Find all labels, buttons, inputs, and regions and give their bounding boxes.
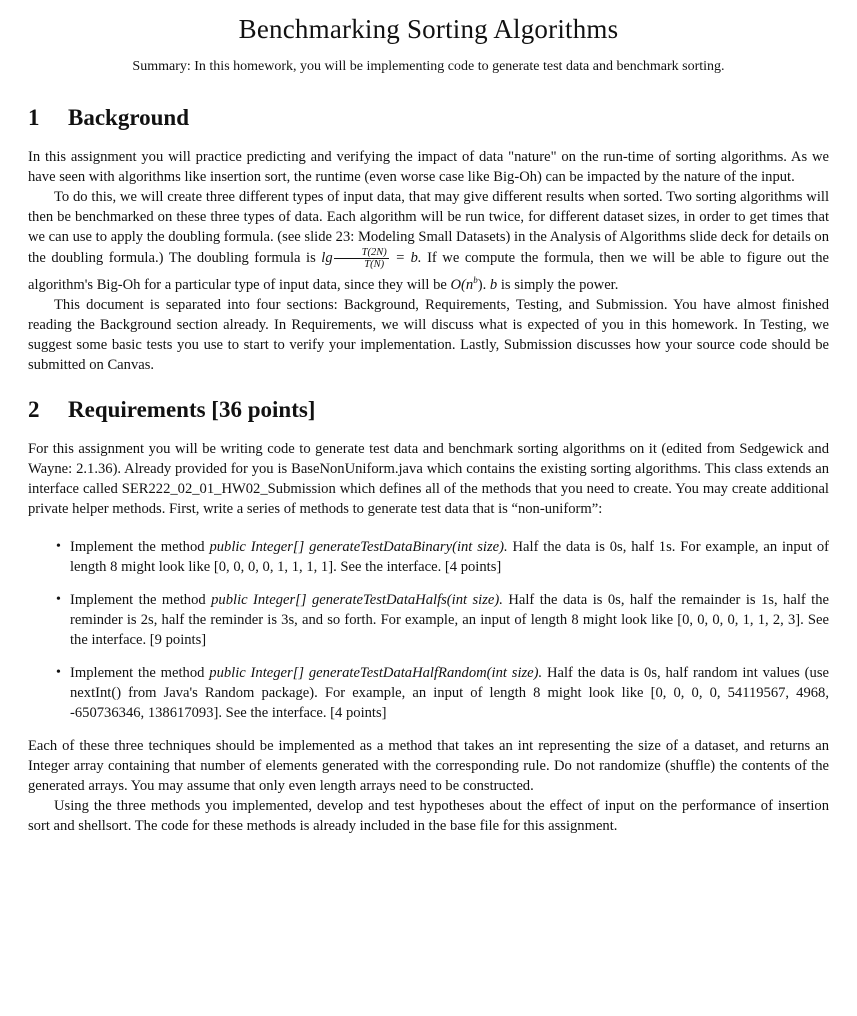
big-oh-exponent: b (473, 275, 478, 285)
list-item (56, 663, 829, 723)
background-paragraph-1: In this assignment you will practice predicting and verifying the impact of data "nature" on the run-time of sorting algorithms. As we have seen with algorithms like insertion sort, the runtime (even worse case like Big-Oh) can be impacted by the nature of the input. (28, 149, 829, 185)
method-signature: public Integer[] generateTestDataHalfs(int size). (211, 591, 503, 608)
list-item-intro: Implement the method (70, 591, 206, 608)
bullet-icon: • (56, 538, 61, 554)
doubling-formula-fraction (334, 247, 389, 270)
section-2-number: 2 (28, 396, 40, 422)
bullet-icon: • (56, 591, 61, 607)
section-2-heading (28, 397, 829, 423)
big-oh-expression (451, 277, 487, 293)
background-p2-text-c: is simply the power. (500, 276, 619, 293)
document-summary: Summary: In this homework, you will be implementing code to generate test data and benchmark sorting. (132, 59, 725, 74)
formula-numerator: T(2N) (334, 247, 389, 259)
bullet-icon: • (56, 664, 61, 680)
formula-lg: lg (321, 249, 333, 266)
background-paragraph-3: This document is separated into four sections: Background, Requirements, Testing, and Submission. You have almost finished reading the Background section already. In Requirements, we will discuss what is expected of you in this homework. In Testing, we suggest some basic tests you use to start to verify your implementation. Lastly, Submission discusses how your source code should be submitted on Canvas. (28, 296, 829, 373)
background-paragraph-2 (28, 187, 829, 295)
big-oh-base: O(n (450, 276, 474, 293)
background-p2-text-a: To do this, we will create three different types of input data, that may give different results when sorted. Two sorting algorithms will then be benchmarked on these three types of data. Each algorithm will be run twice, for different dataset sizes, in order to get times that we can use to apply the doubling formula. (see slide 23: Modeling Small Datasets) in the Analysis of Algorithms slide deck for details on the doubling formula.) The doubling formula is (28, 189, 829, 266)
requirements-list (28, 537, 829, 723)
section-1-heading (28, 105, 829, 131)
document-title: Benchmarking Sorting Algorithms (238, 14, 619, 44)
section-1-number: 1 (28, 105, 40, 130)
power-variable: b (489, 276, 498, 293)
big-oh-close: ). (477, 276, 487, 293)
formula-equals-b: = b. (395, 249, 422, 266)
formula-denominator: T(N) (364, 259, 385, 270)
requirements-paragraph-1: For this assignment you will be writing code to generate test data and benchmark sorting algorithms on it (edited from Sedgewick and Wayne: 2.1.36). Already provided for you is BaseNonUniform.java which contains the existing sorting algorithms. This class extends an interface called SER222_02_01_HW02_Submission which defines all of the methods that you need to create. You may create additional private helper methods. First, write a series of methods to generate test data that is “non-uniform”: (28, 440, 829, 517)
requirements-paragraph-2: Each of these three techniques should be implemented as a method that takes an int representing the size of a dataset, and returns an Integer array containing that number of elements generated with the corresponding rule. Do not randomize (shuffle) the contents of the generated arrays. You may assume that only even length arrays need to be constructed. (28, 737, 829, 794)
method-signature: public Integer[] generateTestDataHalfRandom(int size). (209, 664, 543, 681)
list-item-description: Half the data is 0s, half the remainder is 1s, half the reminder is 2s, half the reminder is 3s, and so forth. For example, an input of length 8 might look like [0, 0, 0, 0, 1, 1, 2, 3]. See the interface. [9 points] (70, 591, 830, 648)
section-2-title: Requirements [36 points] (68, 396, 316, 422)
list-item-intro: Implement the method (70, 664, 205, 681)
list-item-intro: Implement the method (70, 538, 205, 555)
background-p2-text-b: If we compute the formula, then we will be able to figure out the algorithm's Big-Oh for a particular type of input data, since they will be (28, 249, 829, 293)
list-item (56, 590, 830, 650)
requirements-paragraph-3: Using the three methods you implemented, develop and test hypotheses about the effect of input on the performance of insertion sort and shellsort. The code for these methods is already included in the base file for this assignment. (28, 797, 829, 834)
method-signature: public Integer[] generateTestDataBinary(int size). (209, 538, 508, 555)
list-item-description: Half the data is 0s, half 1s. For example, an input of length 8 might look like [0, 0, 0, 0, 1, 1, 1, 1]. See the interface. [4 points] (70, 538, 830, 575)
list-item (56, 537, 830, 577)
section-1-title: Background (68, 105, 190, 130)
list-item-description: Half the data is 0s, half random int values (use nextInt() from Java's Random package). For example, an input of length 8 might look like [0, 0, 0, 0, 54119567, 4968, -650736346, 138617093]. See the interface. [4 points] (70, 664, 829, 721)
